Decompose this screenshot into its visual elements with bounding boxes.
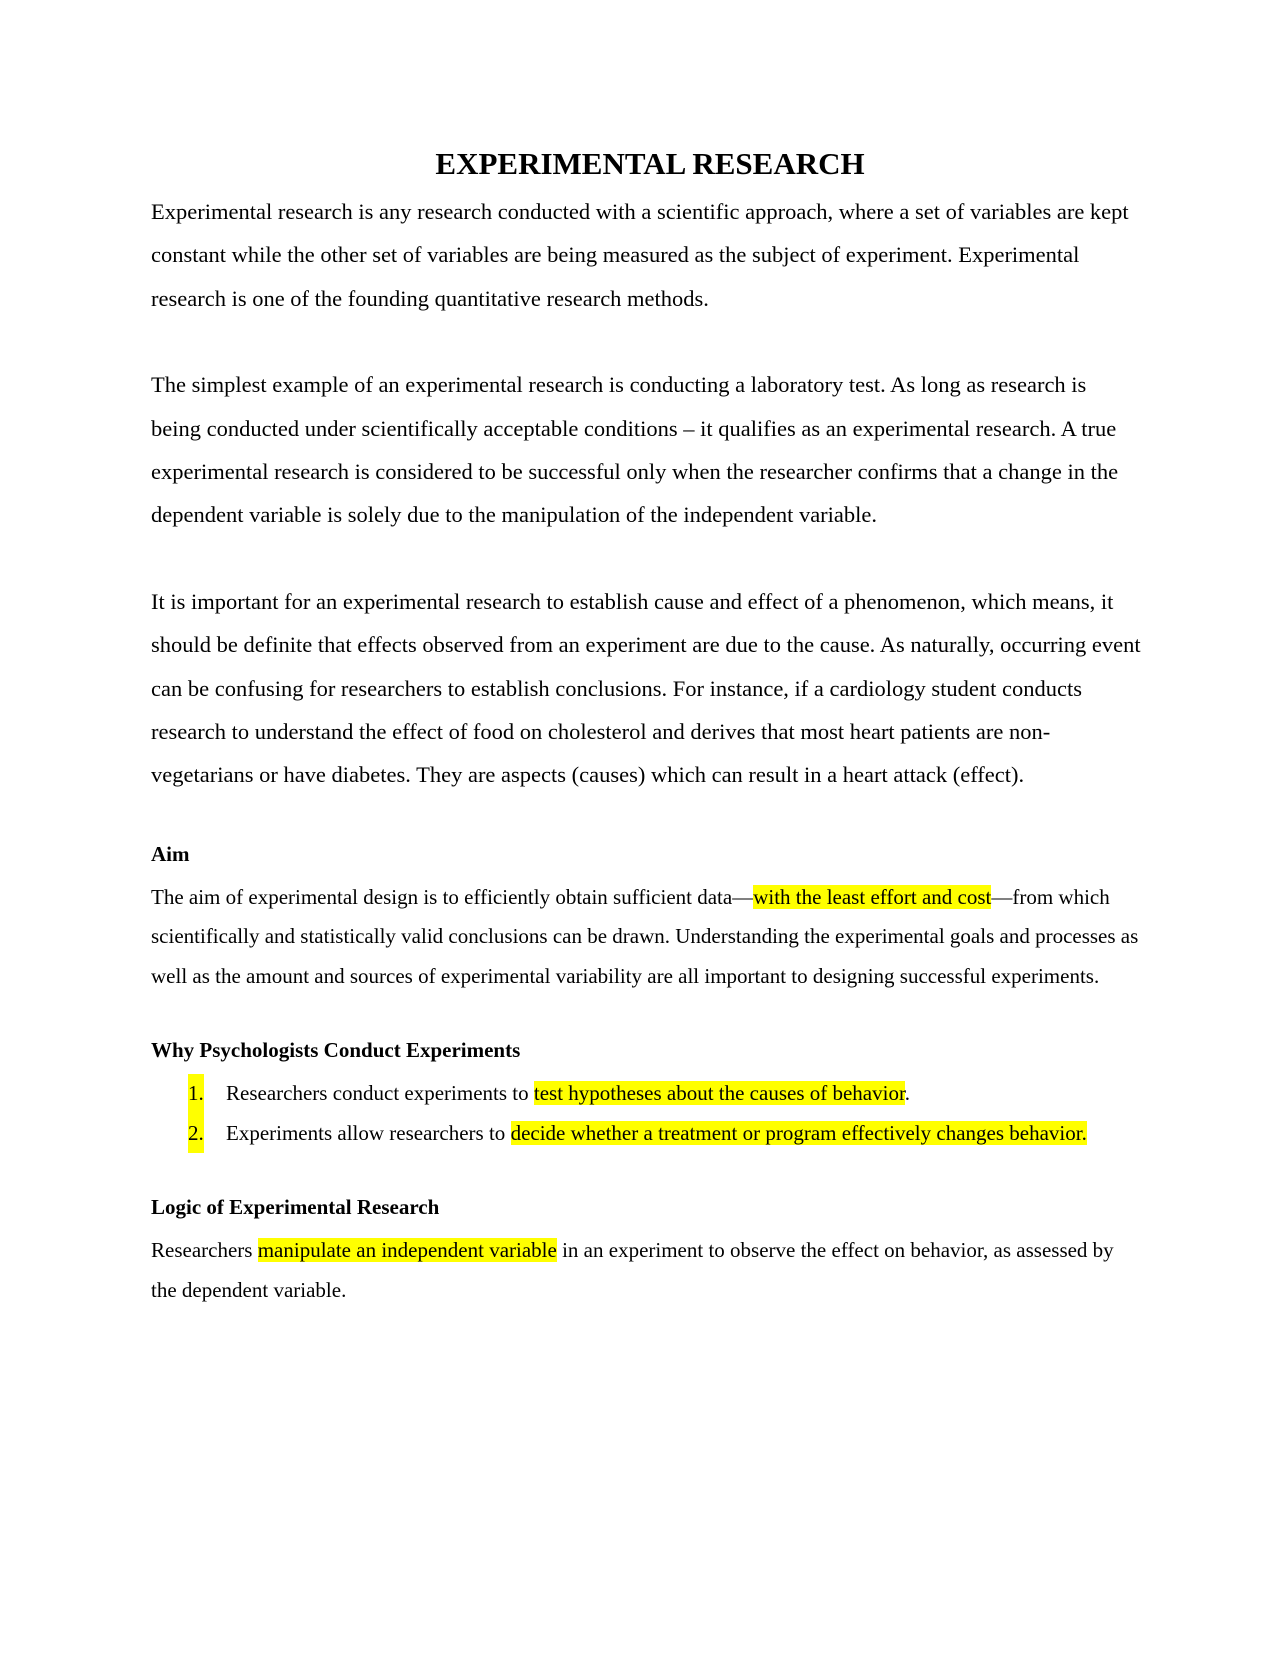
list-item-highlight: test hypotheses about the causes of behavior [533,1081,905,1106]
list-item-text-before: Researchers conduct experiments to [226,1081,534,1106]
why-heading: Why Psychologists Conduct Experiments [151,1038,521,1063]
list-item-number: 1. [188,1074,204,1114]
logic-highlight: manipulate an independent variable [257,1238,557,1263]
paragraph-gap [151,797,1141,840]
list-item-text-before: Experiments allow researchers to [226,1120,511,1145]
document-title: EXPERIMENTAL RESEARCH [435,146,865,181]
aim-text-after: —from which scientifically and statistically valid conclusions can be drawn. Understanding the experimental goals and processes as well as the amount and sources of experimental variability are all important to designing successful experiments. [151,884,1139,988]
aim-text-before: The aim of experimental design is to efficiently obtain sufficient data— [151,884,754,909]
list-item-highlight: decide whether a treatment or program effectively changes behavior. [510,1120,1087,1145]
list-item [151,1074,1141,1114]
aim-highlight: with the least effort and cost [753,884,992,909]
example-paragraph: The simplest example of an experimental research is conducting a laboratory test. As long as research is being conducted under scientifically acceptable conditions – it qualifies as an experimental research. A true experimental research is considered to be successful only when the researcher confirms that a change in the dependent variable is solely due to the manipulation of the independent variable. [151,372,1119,528]
logic-heading: Logic of Experimental Research [151,1195,440,1220]
intro-paragraph: Experimental research is any research conducted with a scientific approach, where a set of variables are kept constant while the other set of variables are being measured as the subject of experiment. Experimental research is one of the founding quantitative research methods. [151,199,1129,311]
paragraph-gap [151,537,1141,580]
why-list [151,1074,1141,1153]
list-item [151,1114,1141,1154]
document-page [151,144,1141,1310]
paragraph-gap [151,996,1141,1036]
logic-text-before: Researchers [151,1238,258,1263]
paragraph-gap [151,320,1141,363]
list-item-number: 2. [188,1114,204,1154]
paragraph-gap [151,1153,1141,1193]
aim-heading: Aim [151,841,190,866]
list-item-text-after: . [904,1081,911,1106]
cause-effect-paragraph: It is important for an experimental research to establish cause and effect of a phenomenon, which means, it should be definite that effects observed from an experiment are due to the cause. As naturally, occurring event can be confusing for researchers to establish conclusions. For instance, if a cardiology student conducts research to understand the effect of food on cholesterol and derives that most heart patients are non-vegetarians or have diabetes. They are aspects (causes) which can result in a heart attack (effect). [151,588,1141,788]
logic-paragraph [151,1231,1141,1310]
aim-paragraph [151,878,1141,997]
logic-text-after: in an experiment to observe the effect on behavior, as assessed by the dependent variable. [151,1238,1114,1302]
